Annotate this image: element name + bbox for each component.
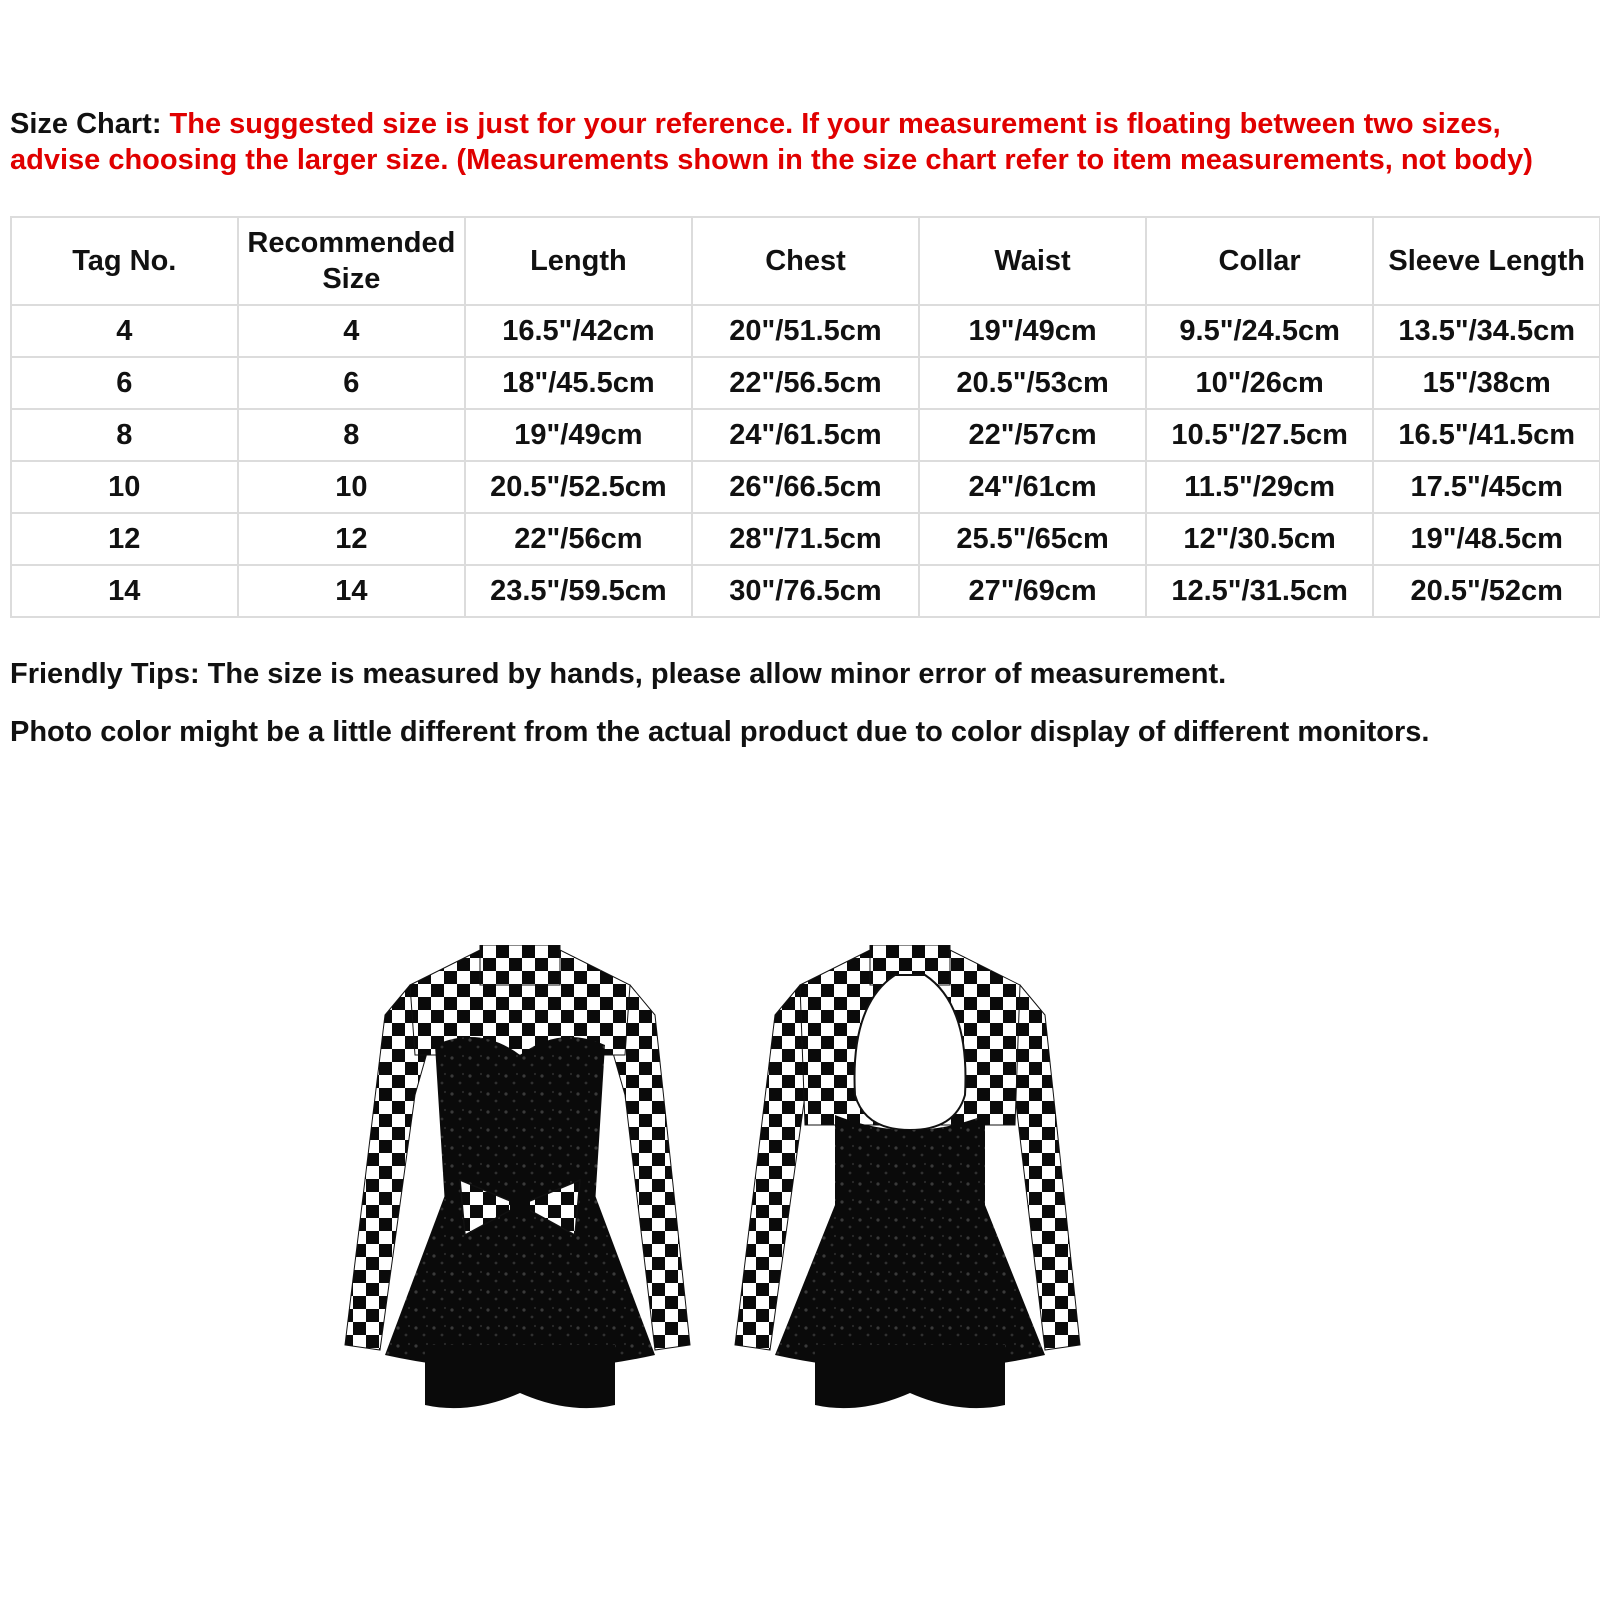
table-cell: 27"/69cm: [919, 565, 1146, 617]
table-cell: 6: [238, 357, 466, 409]
table-row: [11, 305, 1600, 357]
table-cell: 10: [238, 461, 466, 513]
table-cell: 22"/56cm: [465, 513, 692, 565]
table-cell: 19"/49cm: [919, 305, 1146, 357]
front-view-dress: [345, 945, 690, 1408]
table-cell: 20.5"/52.5cm: [465, 461, 692, 513]
table-row: [11, 357, 1600, 409]
table-cell: 15"/38cm: [1373, 357, 1600, 409]
table-row: [11, 409, 1600, 461]
table-cell: 16.5"/42cm: [465, 305, 692, 357]
header-recommended-size: Recommended Size: [238, 217, 466, 305]
product-photos: [340, 945, 1110, 1445]
table-cell: 19"/49cm: [465, 409, 692, 461]
size-chart-label: Size Chart:: [10, 108, 170, 140]
header-tag-no: Tag No.: [11, 217, 238, 305]
table-cell: 10"/26cm: [1146, 357, 1374, 409]
table-cell: 17.5"/45cm: [1373, 461, 1600, 513]
table-cell: 16.5"/41.5cm: [1373, 409, 1600, 461]
table-cell: 12"/30.5cm: [1146, 513, 1374, 565]
table-cell: 25.5"/65cm: [919, 513, 1146, 565]
table-cell: 18"/45.5cm: [465, 357, 692, 409]
table-cell: 20.5"/53cm: [919, 357, 1146, 409]
table-cell: 12.5"/31.5cm: [1146, 565, 1374, 617]
table-cell: 11.5"/29cm: [1146, 461, 1374, 513]
header-collar: Collar: [1146, 217, 1374, 305]
size-chart-table: [10, 216, 1600, 618]
size-chart-intro: [10, 106, 1585, 178]
table-cell: 6: [11, 357, 238, 409]
table-cell: 14: [11, 565, 238, 617]
table-header-row: [11, 217, 1600, 305]
table-cell: 8: [11, 409, 238, 461]
size-chart-note: The suggested size is just for your reference. If your measurement is floating between two sizes, advise choosing the larger size. (Measurements shown in the size chart refer to item measurements, not body): [10, 108, 1533, 176]
table-cell: 10: [11, 461, 238, 513]
table-row: [11, 461, 1600, 513]
table-cell: 28"/71.5cm: [692, 513, 920, 565]
table-cell: 19"/48.5cm: [1373, 513, 1600, 565]
table-cell: 22"/56.5cm: [692, 357, 920, 409]
table-cell: 10.5"/27.5cm: [1146, 409, 1374, 461]
table-cell: 8: [238, 409, 466, 461]
table-cell: 4: [11, 305, 238, 357]
back-view-dress: [735, 945, 1080, 1408]
table-cell: 22"/57cm: [919, 409, 1146, 461]
header-chest: Chest: [692, 217, 920, 305]
table-cell: 24"/61.5cm: [692, 409, 920, 461]
table-cell: 30"/76.5cm: [692, 565, 920, 617]
table-cell: 4: [238, 305, 466, 357]
friendly-tip: Friendly Tips: The size is measured by hands, please allow minor error of measurement.: [10, 658, 1227, 690]
header-waist: Waist: [919, 217, 1146, 305]
table-row: [11, 565, 1600, 617]
table-cell: 20.5"/52cm: [1373, 565, 1600, 617]
table-cell: 12: [11, 513, 238, 565]
color-disclaimer: Photo color might be a little different from the actual product due to color display of different monitors.: [10, 716, 1430, 748]
table-cell: 26"/66.5cm: [692, 461, 920, 513]
header-sleeve-length: Sleeve Length: [1373, 217, 1600, 305]
table-cell: 13.5"/34.5cm: [1373, 305, 1600, 357]
table-cell: 9.5"/24.5cm: [1146, 305, 1374, 357]
header-length: Length: [465, 217, 692, 305]
table-cell: 23.5"/59.5cm: [465, 565, 692, 617]
table-row: [11, 513, 1600, 565]
table-cell: 12: [238, 513, 466, 565]
table-cell: 14: [238, 565, 466, 617]
table-cell: 24"/61cm: [919, 461, 1146, 513]
table-cell: 20"/51.5cm: [692, 305, 920, 357]
